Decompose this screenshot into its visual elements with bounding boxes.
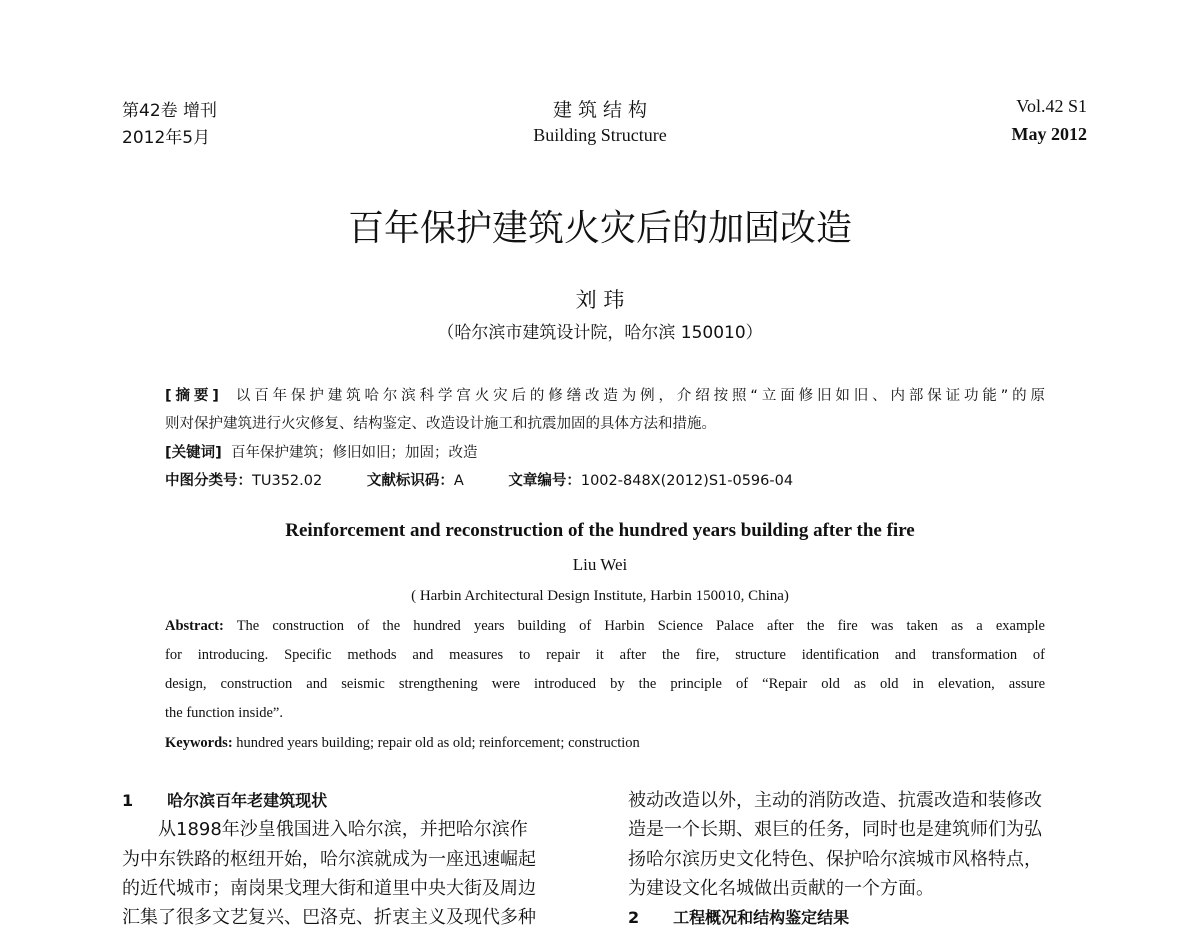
keywords-en: Keywords: hundred years building; repair old as old; reinforcement; construction <box>165 735 640 751</box>
abstract-en-line: the function inside”. <box>165 705 283 721</box>
body-line: 造是一个长期、艰巨的任务，同时也是建筑师们为弘 <box>628 819 1042 841</box>
body-line: 的近代城市；南岗果戈理大街和道里中央大街及周边 <box>122 877 536 899</box>
issue-date-cn: 2012年5月 <box>122 128 211 148</box>
volume-info: 第42卷 增刊 <box>122 101 218 121</box>
body-line: 为中东铁路的枢纽开始，哈尔滨就成为一座迅速崛起 <box>122 848 536 870</box>
body-left-column <box>122 786 580 932</box>
author-en: Liu Wei <box>572 555 628 574</box>
author-cn: 刘 玮 <box>575 288 625 312</box>
volume-en: Vol.42 S1 <box>1016 96 1087 116</box>
body-line: 从1898年沙皇俄国进入哈尔滨，并把哈尔滨作 <box>158 819 528 841</box>
page-title: 百年保护建筑火灾后的加固改造 <box>347 208 852 249</box>
section-heading: 2 工程概况和结构鉴定结果 <box>628 908 850 928</box>
abstract-cn-line: [摘要] 以百年保护建筑哈尔滨科学宫火灾后的修缮改造为例，介绍按照“立面修旧如旧、内部保证功能”的原 <box>165 388 1045 404</box>
affiliation-cn: （哈尔滨市建筑设计院，哈尔滨 150010） <box>437 323 763 343</box>
body-line: 为建设文化名城做出贡献的一个方面。 <box>628 877 934 899</box>
abstract-en-line: Abstract: The construction of the hundred years building of Harbin Science Palace after the fire was taken as a example <box>165 618 1045 634</box>
abstract-en-line: for introducing. Specific methods and measures to repair it after the fire, structure identification and transformation of <box>165 647 1045 663</box>
body-line: 汇集了很多文艺复兴、巴洛克、折衷主义及现代多种 <box>122 907 536 929</box>
abstract-cn-label: [摘要] <box>165 388 219 404</box>
body-right-column <box>628 786 1086 932</box>
section-heading: 1 哈尔滨百年老建筑现状 <box>122 791 328 810</box>
journal-name-en: Building Structure <box>533 125 667 145</box>
title-en: Reinforcement and reconstruction of the hundred years building after the fire <box>285 520 915 541</box>
classification-line: 中图分类号：TU352.02 文献标识码：A 文章编号：1002-848X(2012)S1-0596-04 <box>165 473 794 489</box>
abstract-en-line: design, construction and seismic strengthening were introduced by the principle of “Repair old as old in elevation, assure <box>165 676 1045 692</box>
body-line: 被动改造以外，主动的消防改造、抗震改造和装修改 <box>628 790 1042 811</box>
issue-date-en: May 2012 <box>1011 124 1087 144</box>
body-line: 扬哈尔滨历史文化特色、保护哈尔滨城市风格特点， <box>628 848 1042 870</box>
affiliation-en: ( Harbin Architectural Design Institute, Harbin 150010, China) <box>411 588 789 604</box>
abstract-cn-line: 则对保护建筑进行火灾修复、结构鉴定、改造设计施工和抗震加固的具体方法和措施。 <box>165 416 716 432</box>
keywords-cn: [关键词] 百年保护建筑；修旧如旧；加固；改造 <box>165 445 478 461</box>
abstract-en-label: Abstract: <box>165 618 224 634</box>
journal-name-cn: 建 筑 结 构 <box>552 99 648 121</box>
